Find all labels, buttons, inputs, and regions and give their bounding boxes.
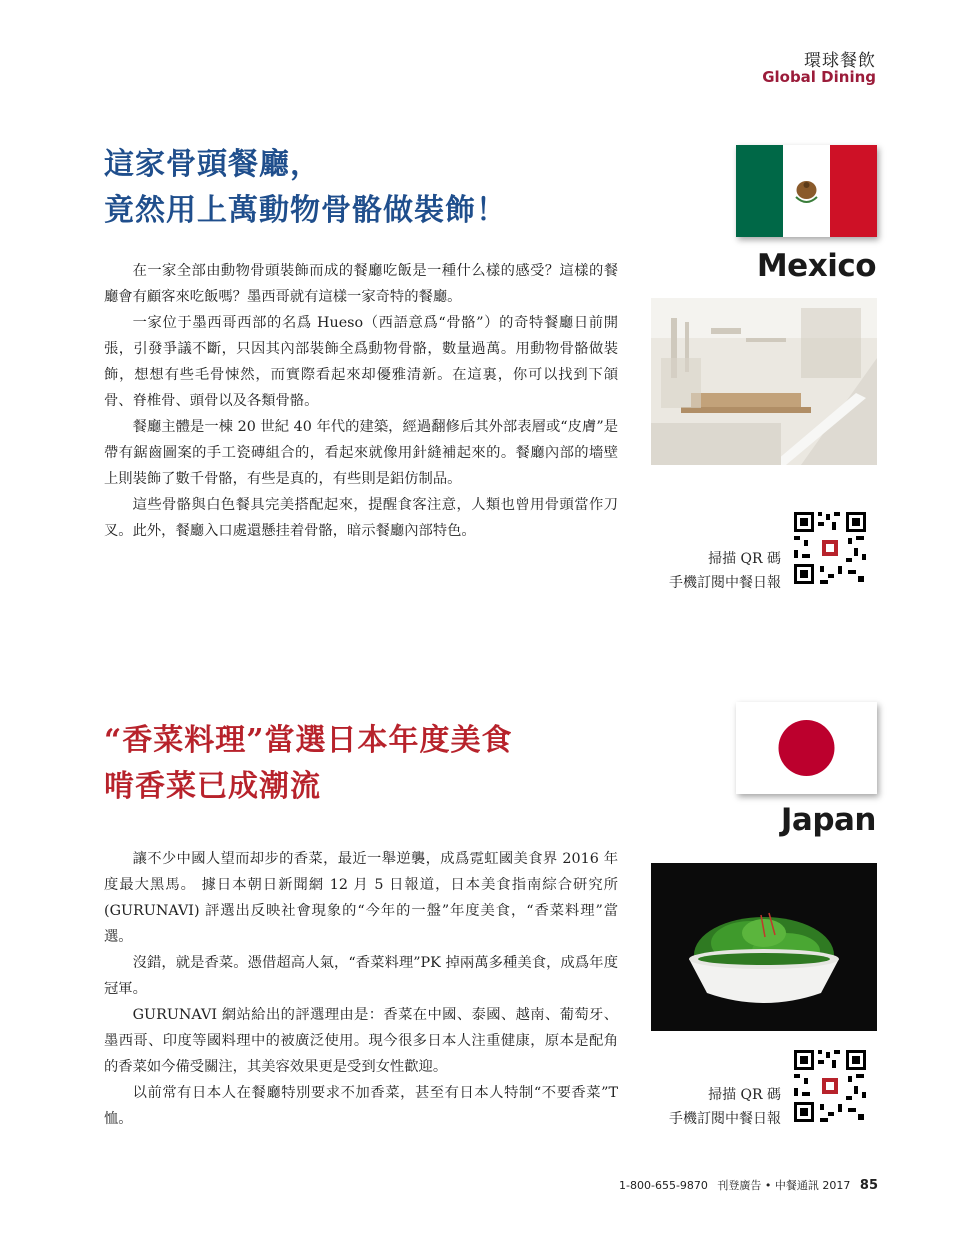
article-title-line2: 啃香菜已成潮流	[104, 769, 321, 804]
qr-caption-line1: 掃描 QR 碼	[708, 551, 781, 567]
paragraph: 沒錯，就是香菜。憑借超高人氣，“香菜料理”PK 掉兩萬多種美食，成爲年度冠軍。	[104, 955, 618, 997]
paragraph: 這些骨骼與白色餐具完美搭配起來，提醒食客注意，人類也曾用骨頭當作刀叉。此外，餐廳入口處還懸挂着骨骼，暗示餐廳內部特色。	[104, 497, 618, 539]
qr-caption-line2: 手機訂閱中餐日報	[669, 575, 781, 591]
restaurant-photo	[651, 298, 877, 465]
qr-caption-line2: 手機訂閱中餐日報	[669, 1111, 781, 1127]
mexico-flag-icon	[736, 145, 877, 237]
article-body	[104, 846, 618, 1132]
article-title-line2: 竟然用上萬動物骨骼做裝飾！	[104, 193, 507, 228]
paragraph: 讓不少中國人望而却步的香菜，最近一舉逆襲，成爲霓虹國美食界 2016 年度最大黑馬。 據日本朝日新聞網 12 月 5 日報道，日本美食指南綜合研究所 (GURUNAVI) 評選出反映社會現象的“今年的一盤”年度美食，“香菜料理”當選。	[104, 851, 618, 945]
page-number: 85	[859, 1178, 878, 1193]
section-title-en: Global Dining	[762, 68, 876, 86]
footer-phone: 1-800-655-9870	[619, 1179, 708, 1192]
country-label: Japan	[780, 802, 876, 838]
article-title	[104, 142, 507, 234]
article-title-line1: 這家骨頭餐廳，	[104, 147, 321, 182]
article-title	[104, 718, 513, 810]
qr-code-icon[interactable]	[792, 1048, 868, 1124]
paragraph: 一家位于墨西哥西部的名爲 Hueso（西語意爲“骨骼”）的奇特餐廳日前開張，引發爭議不斷，只因其內部裝飾全爲動物骨骼，數量過萬。用動物骨骼做裝飾，想想有些毛骨悚然，而實際看起來却優雅清新。在這裏，你可以找到下頜骨、脊椎骨、頭骨以及各類骨骼。	[104, 315, 618, 409]
article-body	[104, 258, 618, 544]
qr-caption-line1: 掃描 QR 碼	[708, 1087, 781, 1103]
page-footer	[619, 1177, 878, 1193]
qr-code-icon[interactable]	[792, 510, 868, 586]
paragraph: 以前常有日本人在餐廳特別要求不加香菜，甚至有日本人特制“不要香菜”T 恤。	[104, 1085, 618, 1127]
article-japan	[0, 680, 956, 1150]
footer-info: 刊登廣告 • 中餐通訊 2017	[717, 1179, 851, 1192]
paragraph: 餐廳主體是一棟 20 世紀 40 年代的建築，經過翻修后其外部表層或“皮膚”是帶有鋸齒圖案的手工瓷磚組合的，看起來就像用針縫補起來的。餐廳內部的墻壁上則裝飾了數千骨骼，有些是真的，有些則是鋁仿制品。	[104, 419, 618, 487]
cilantro-dish-photo	[651, 863, 877, 1031]
paragraph: 在一家全部由動物骨頭裝飾而成的餐廳吃飯是一種什么樣的感受？這樣的餐廳會有顧客來吃飯嗎？墨西哥就有這樣一家奇特的餐廳。	[104, 263, 618, 305]
qr-caption	[669, 1083, 781, 1131]
section-title-zh: 環球餐飲	[804, 51, 876, 71]
paragraph: GURUNAVI 網站給出的評選理由是：香菜在中國、泰國、越南、葡萄牙、墨西哥、印度等國料理中的被廣泛使用。現今很多日本人注重健康，原本是配角的香菜如今備受關注，其美容效果更是受到女性歡迎。	[104, 1007, 618, 1075]
article-title-line1: “香菜料理”當選日本年度美食	[104, 723, 513, 758]
country-label: Mexico	[756, 248, 876, 284]
japan-flag-icon	[736, 702, 877, 794]
qr-caption	[669, 547, 781, 595]
